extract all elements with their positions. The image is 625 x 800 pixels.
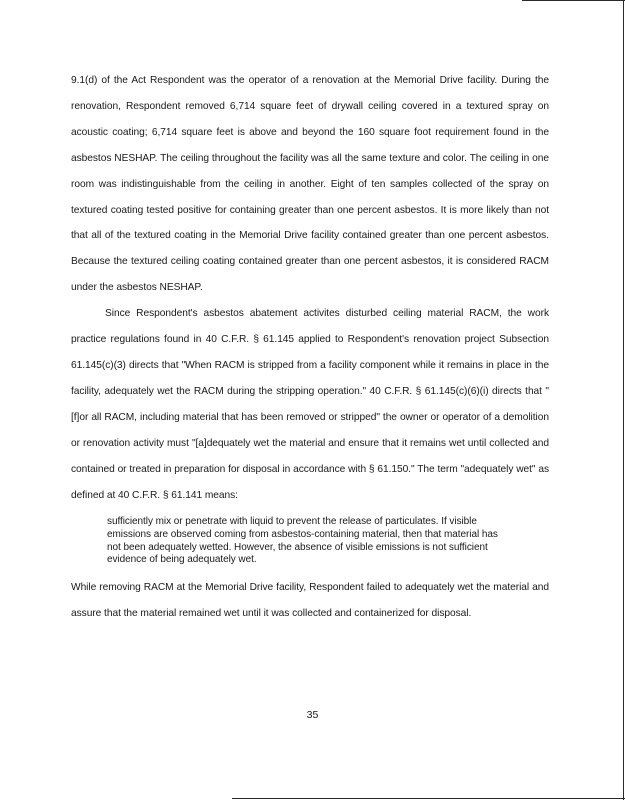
paragraph-failure-to-wet: While removing RACM at the Memorial Drive facility, Respondent failed to adequately wet the material and assure that the material remained wet until it was collected and containerized for disposal. bbox=[71, 581, 549, 619]
paragraph-work-practice-regulations: Since Respondent's asbestos abatement activites disturbed ceiling material RACM, the work practice regulations found in 40 C.F.R. § 61.145 applied to Respondent's renovation project Subsection 61.145(c)(3) directs that "When RACM is stripped from a facility component while it remains in place in the facility, adequately wet the RACM during the stripping operation." 40 C.F.R. § 61.145(c)(6)(i) directs that "[f]or all RACM, including material that has been removed or stripped" the owner or operator of a demolition or renovation activity must "[a]dequately wet the material and ensure that it remains wet until collected and contained or treated in preparation for disposal in accordance with § 61.150." The term "adequately wet" as defined at 40 C.F.R. § 61.141 means: bbox=[71, 308, 549, 501]
page-number: 35 bbox=[306, 709, 319, 721]
paragraph-operator-renovation: 9.1(d) of the Act Respondent was the operator of a renovation at the Memorial Drive facility. During the renovation, Respondent removed 6,714 square feet of drywall ceiling covered in a textured spray on acoustic coating; 6,714 square feet is above and beyond the 160 square foot requirement found in the asbestos NESHAP. The ceiling throughout the facility was all the same texture and color. The ceiling in one room was indistinguishable from the ceiling in another. Eight of ten samples collected of the spray on textured coating tested positive for containing greater than one percent asbestos. It is more likely than not that all of the textured coating in the Memorial Drive facility contained greater than one percent asbestos. Because the textured ceiling coating contained greater than one percent asbestos, it is considered RACM under the asbestos NESHAP. bbox=[71, 75, 549, 294]
body-text bbox=[71, 68, 549, 627]
scan-edge-top bbox=[522, 0, 625, 1]
scan-edge-bottom bbox=[232, 798, 625, 799]
block-quote-adequately-wet: sufficiently mix or penetrate with liquid to prevent the release of particulates. If visible emissions are observed coming from asbestos-containing material, then that material has not been adequately wetted. However, the absence of visible emissions is not sufficient evidence of being adequately wet. bbox=[107, 516, 498, 566]
scan-edge-right bbox=[623, 0, 624, 800]
